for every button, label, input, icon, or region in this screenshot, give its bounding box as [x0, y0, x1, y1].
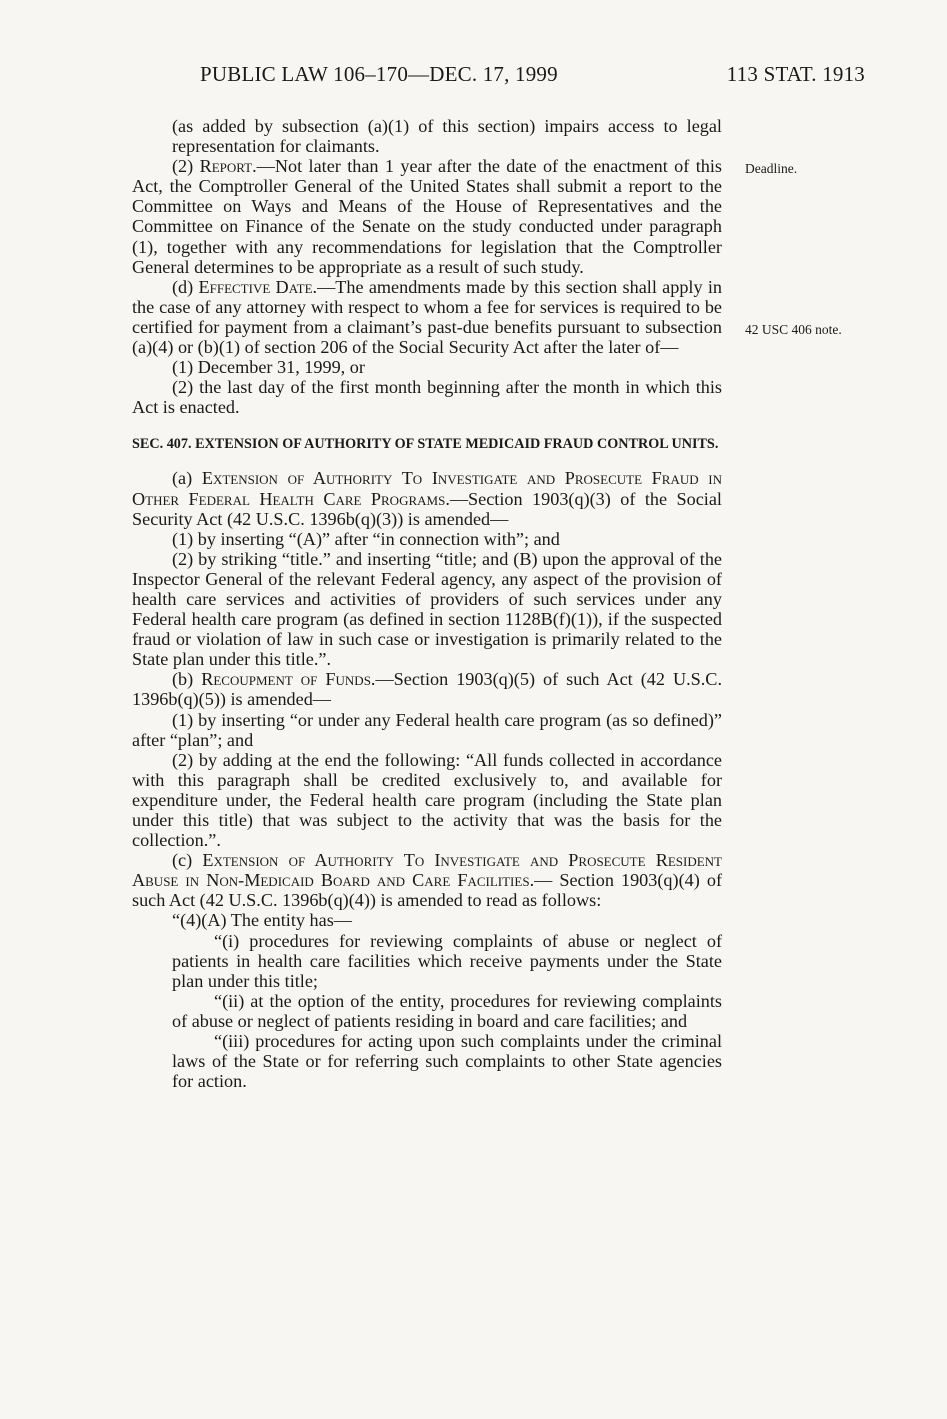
paragraph-number: (b): [172, 669, 202, 690]
quoted-clause: “(i) procedures for reviewing complaints of abuse or neglect of patients in health care facilities which receive payments under the State plan under this title;: [172, 930, 722, 991]
subsection-heading: Recoupment of Funds: [201, 669, 371, 690]
paragraph-number: (d): [172, 276, 199, 297]
paragraph-text: .—Section 1903(q)(5) of such Act (42 U.S.C. 1396b(q)(5)) is amended—: [132, 669, 722, 710]
subsection-heading: Report: [199, 156, 253, 177]
quoted-paragraph: “(4)(A) The entity has—: [172, 910, 352, 931]
subsection-heading: Extension of Authority To Investigate and Prosecute Resident Abuse in Non-Medicaid Board and Care Facilities: [132, 850, 722, 891]
paragraph-report: [132, 156, 722, 277]
clause: (1) December 31, 1999, or: [172, 357, 365, 378]
subsection-heading: Effective Date: [198, 276, 313, 297]
paragraph-text: .—Section 1903(q)(3) of the Social Security Act (42 U.S.C. 1396b(q)(3)) is amended—: [132, 488, 722, 529]
clause: (2) by adding at the end the following: “All funds collected in accordance with this paragraph shall be credited exclusively to, and available for expenditure under, the Federal health care program (including the State plan under this title) that was subject to the activity that was the basis for the collection.”.: [132, 749, 722, 851]
subsection-a: [132, 468, 722, 528]
paragraph-number: (2): [172, 156, 200, 177]
quoted-clause: “(iii) procedures for acting upon such complaints under the criminal laws of the State or for referring such complaints to other State agencies for action.: [172, 1031, 722, 1092]
document-body: [132, 116, 722, 1091]
margin-note-usc: 42 USC 406 note.: [745, 322, 842, 337]
subsection-heading: Extension of Authority To Investigate and Prosecute Fraud in Other Federal Health Care Programs: [132, 468, 722, 509]
section-heading: SEC. 407. EXTENSION OF AUTHORITY OF STATE MEDICAID FRAUD CONTROL UNITS.: [132, 436, 719, 453]
law-title: PUBLIC LAW 106–170—DEC. 17, 1999: [200, 62, 558, 86]
paragraph-number: (a): [172, 468, 202, 489]
clause: (1) by inserting “or under any Federal health care program (as so defined)” after “plan”; and: [132, 709, 722, 750]
paragraph-number: (c): [172, 850, 203, 871]
subsection-c: [132, 850, 722, 910]
clause: (2) the last day of the first month beginning after the month in which this Act is enacted.: [132, 377, 722, 418]
subsection-b: [132, 669, 722, 709]
statute-page-number: 113 STAT. 1913: [726, 62, 865, 86]
subsection-effective-date: [132, 277, 722, 357]
clause: (1) by inserting “(A)” after “in connection with”; and: [172, 528, 560, 549]
clause: (2) by striking “title.” and inserting “title; and (B) upon the approval of the Inspector General of the relevant Federal agency, any aspect of the provision of health care services and activities of providers of such services under any Federal health care program (as defined in section 1128B(f)(1)), if the suspected fraud or violation of law in such case or investigation is primarily related to the State plan under this title.”.: [132, 548, 722, 670]
quoted-clause: “(ii) at the option of the entity, procedures for reviewing complaints of abuse or neglect of patients residing in board and care facilities; and: [172, 990, 722, 1031]
paragraph-text: .—The amendments made by this section shall apply in the case of any attorney with respect to whom a fee for services is required to be certified for payment from a claimant’s past-due benefits pursuant to subsection (a)(4) or (b)(1) of section 206 of the Social Security Act after the later of—: [132, 276, 722, 358]
paragraph-text: .— Section 1903(q)(4) of such Act (42 U.S.C. 1396b(q)(4)) is amended to read as follows:: [132, 870, 722, 911]
paragraph-text: .—Not later than 1 year after the date of the enactment of this Act, the Comptroller General of the United States shall submit a report to the Committee on Ways and Means of the House of Representatives and the Committee on Finance of the Senate on the study conducted under paragraph (1), together with any recommendations for legislation that the Comptroller General determines to be appropriate as a result of such study.: [132, 156, 722, 277]
margin-note-deadline: Deadline.: [745, 161, 798, 176]
paragraph: (as added by subsection (a)(1) of this section) impairs access to legal representation for claimants.: [172, 116, 722, 157]
